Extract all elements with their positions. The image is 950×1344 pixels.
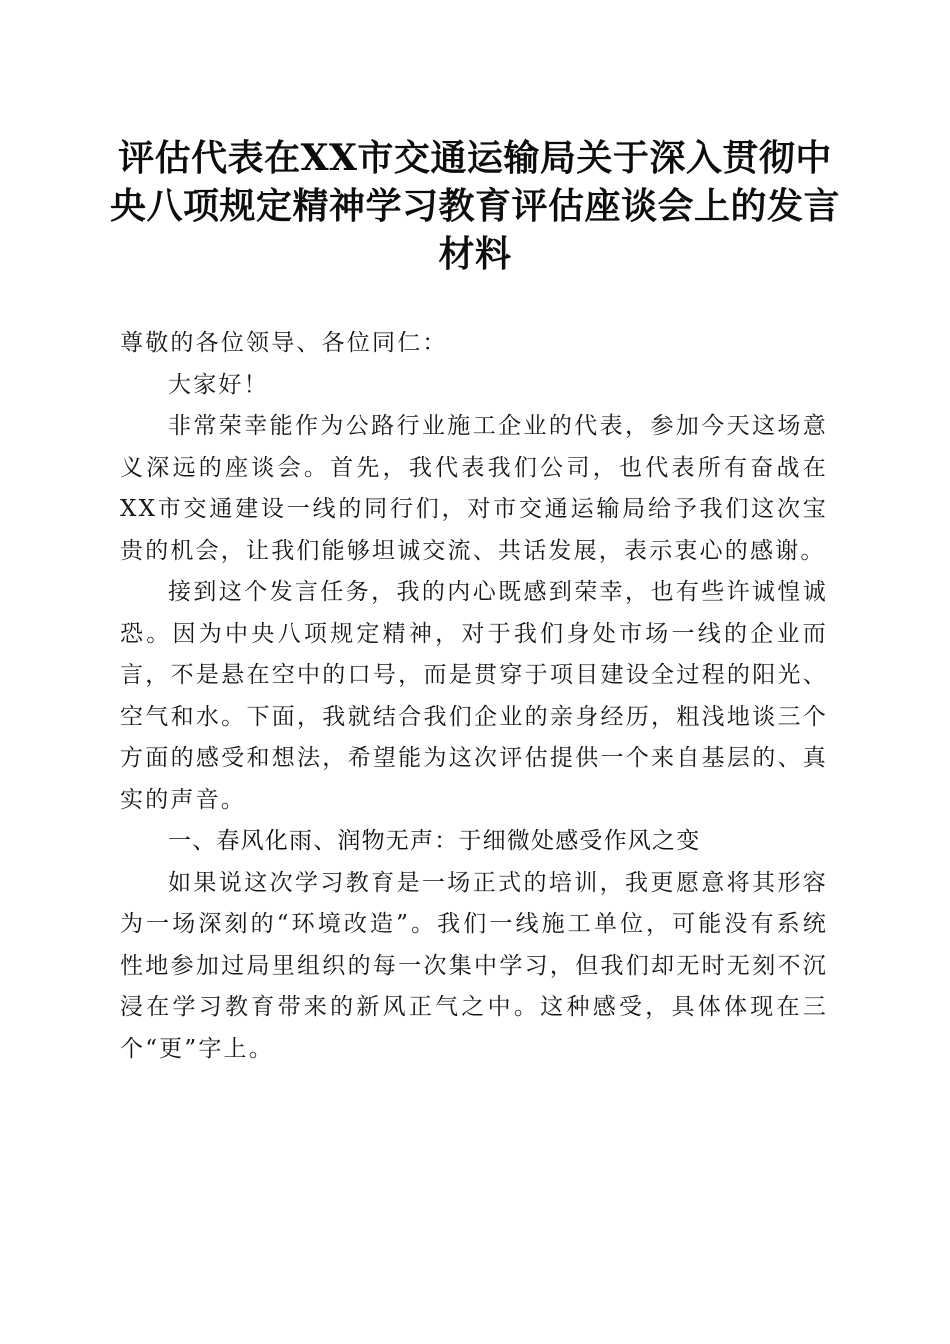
paragraph-section-one: 如果说这次学习教育是一场正式的培训，我更愿意将其形容为一场深刻的“环境改造”。我们一线施工单位，可能没有系统性地参加过局里组织的每一次集中学习，但我们却无时无刻不沉浸在学习教育带来的新风正气之中。这种感受，具体体现在三个“更”字上。 (120, 869, 828, 1062)
paragraph-task: 接到这个发言任务，我的内心既感到荣幸，也有些许诚惶诚恐。因为中央八项规定精神，对于我们身处市场一线的企业而言，不是悬在空中的口号，而是贯穿于项目建设全过程的阳光、空气和水。下面，我就结合我们企业的亲身经历，粗浅地谈三个方面的感受和想法，希望能为这次评估提供一个来自基层的、真实的声音。 (120, 579, 828, 813)
section-heading: 一、春风化雨、润物无声：于细微处感受作风之变 (168, 828, 701, 854)
paragraph-intro: 非常荣幸能作为公路行业施工企业的代表，参加今天这场意义深远的座谈会。首先，我代表我们公司，也代表所有奋战在XX市交通建设一线的同行们，对市交通运输局给予我们这次宝贵的机会，让我们能够坦诚交流、共话发展，表示衷心的感谢。 (120, 413, 828, 564)
salutation: 尊敬的各位领导、各位同仁： (120, 330, 448, 356)
document-title: 评估代表在XX市交通运输局关于深入贯彻中央八项规定精神学习教育评估座谈会上的发言材料 (110, 137, 841, 275)
document-body (120, 323, 828, 1070)
greeting: 大家好！ (168, 371, 269, 398)
